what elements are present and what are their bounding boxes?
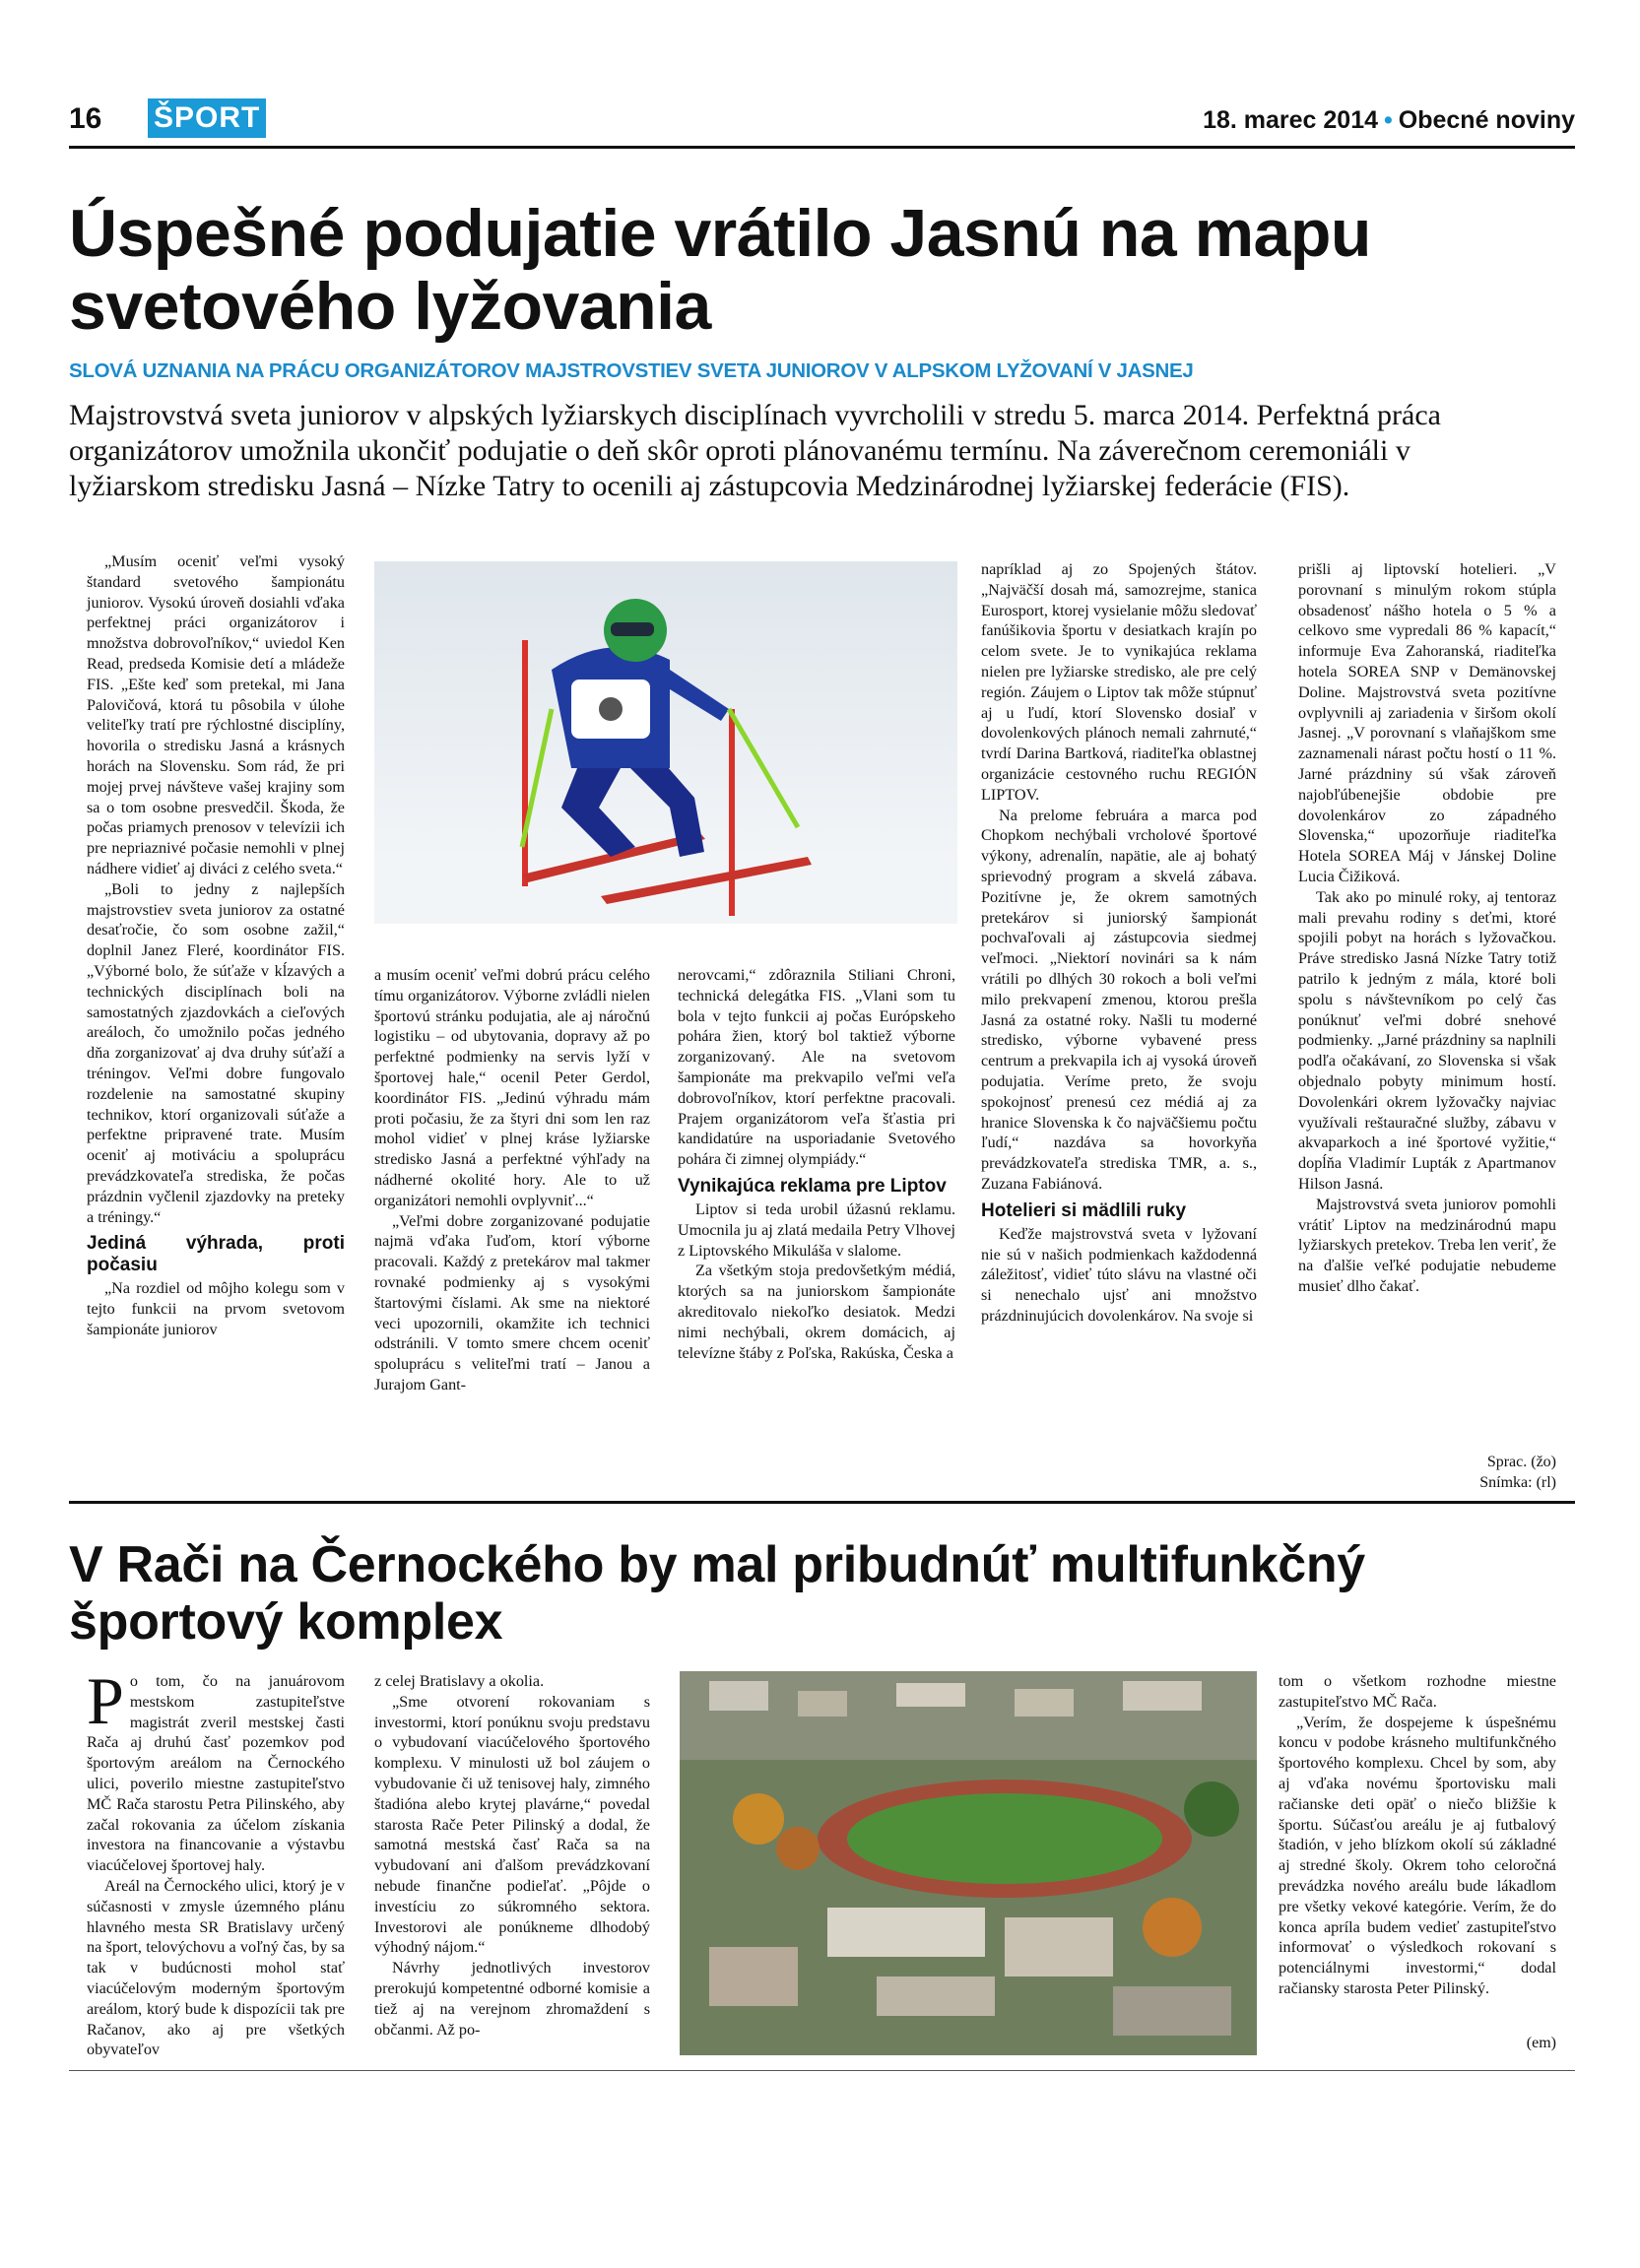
- page-number: 16: [69, 102, 102, 135]
- paragraph: „Veľmi dobre zorganizované podujatie najmä vďaka ľuďom, ktorí výborne pracovali. Každý z pretekárov mal takmer rovnaké podmienky aj s vysokými štartovými číslami. Ak sme na niektoré veci upozornili, okamžite ich technici odstránili. V tomto smere chcem oceniť spoluprácu s veliteľmi tratí – Janou a Jurajom Gant-: [374, 1211, 650, 1393]
- paragraph: Návrhy jednotlivých investorov prerokujú kompetentné odborné komisie a tiež aj na verejnom zhromaždení s občanmi. Až po-: [374, 1959, 650, 2039]
- paragraph: Liptov si teda urobil úžasnú reklamu. Umocnila ju aj zlatá medaila Petry Vlhovej z Liptovského Mikuláša v slalome.: [678, 1199, 955, 1260]
- paragraph: „Verím, že dospejeme k úspešnému koncu v podobe krásneho multifunkčného športového komplexu. Chcel by som, aby aj vďaka novému športovisku mali račianske deti opäť o niečo bližšie k športu. Súčasťou areálu je aj futbalový štadión, v jeho blízkom okolí sú základné aj stredné školy. Okrem toho celoročná prevádzka nového areálu bude lákadlom pre všetky vekové kategórie. Verím, že do konca apríla budem vedieť zastupiteľstvo informovať o výsledkoch rokovaní s potenciálnymi investormi,“ dodal račiansky starosta Peter Pilinský.: [1279, 1713, 1556, 1997]
- paragraph: [87, 1663, 345, 1876]
- paragraph: Tak ako po minulé roky, aj tentoraz mali prevahu rodiny s deťmi, ktoré spojili pobyt na horách s lyžovačkou. Práve stredisko Jasná Nízke Tatry totiž patrilo k jedným z mála, ktoré boli spolu s návštevníkom po celý čas ponúknuť veľmi dobré snehové podmienky. „Jarné prázdniny sa naplnili podľa očakávaní, zo Slovenska si však objednalo pobyty minimum hostí. Dovolenkári okrem lyžovačky najviac využívali reštauračné služby, zábavu v akvaparkoch a iné športové vyžitie,“ dopĺňa Vladimír Lupták z Apartmanov Hilson Jasná.: [1298, 887, 1556, 1193]
- article1-credits: [1298, 1452, 1556, 1493]
- header-rule: [69, 146, 1575, 149]
- article1-column-5: [1298, 559, 1556, 1446]
- paragraph: a musím oceniť veľmi dobrú prácu celého tímu organizátorov. Výborne zvládli nielen športovú stránku podujatia, ale aj náročnú logistiku – od ubytovania, dopravy až po perfektné podmienky na servis lyží v športovej hale,“ ocenil Peter Gerdol, koordinátor FIS. „Jedinú výhradu mám proti počasiu, že za štyri dni som len raz mohol vidieť v plnej kráse lyžiarske stredisko Jasná a perfektné výhľady na nádherné okolité hory. Ale to už organizátori nemohli ovplyvniť...“: [374, 966, 650, 1209]
- aerial-illustration: [680, 1671, 1257, 2055]
- photo-credit: Snímka: (rl): [1479, 1474, 1556, 1491]
- paragraph: Areál na Černockého ulici, ktorý je v súčasnosti v zmysle územného plánu hlavného mesta SR Bratislavy určený na šport, telovýchovu a voľný čas, by sa tak v budúcnosti mohol stať viacúčelovým moderným športovým areálom, ktorý bude k dispozícii tak pre Račanov, ako aj pre všetkých obyvateľov: [87, 1876, 345, 2059]
- paragraph: z celej Bratislavy a okolia.: [374, 1672, 545, 1690]
- paragraph: „Na rozdiel od môjho kolegu som v tejto funkcii na prvom svetovom šampionáte juniorov: [87, 1279, 345, 1338]
- article2-column-2: [374, 1671, 650, 2055]
- skier-illustration: [374, 561, 957, 924]
- subheading: Vynikajúca reklama pre Liptov: [678, 1175, 947, 1197]
- article2-column-3: [1279, 1671, 1556, 2026]
- paragraph: „Musím oceniť veľmi vysoký štandard svetového šampionátu juniorov. Vysokú úroveň dosiahli vďaka perfektnej práci organizátorov i množstva dobrovoľníkov,“ uviedol Ken Read, predseda Komisie detí a mládeže FIS. „Ešte keď som pretekal, mi Jana Palovičová, ktorá tu pôsobila v úlohe veliteľky tratí pre rýchlostné disciplíny, hovorila o stredisku Jasná a krásnych horách na Slovensku. Som rád, že pri mojej prvej návšteve vašej krajiny som sa o tom osobne presvedčil. Škoda, že počas priamych prenosov v televízii ich pre nepriaznivé počasie nemohli v plnej nádhere vidieť aj diváci z celého sveta.“: [87, 552, 345, 877]
- subheading: Hotelieri si mädlili ruky: [981, 1199, 1187, 1221]
- paragraph: Na prelome februára a marca pod Chopkom nechýbali vrcholové športové výkony, adrenalín, napätie, ale aj bohatý sprievodný program a skvelá zábava. Pozitívne je, že okrem samotných pretekárov si juniorský šampionát pochvaľovali aj zástupcovia siedmej veľmoci. „Niektorí novinári sa k nám vrátili po dlhých 30 rokoch a boli veľmi milo prekvapení zmenou, ktorou prešla Jasná za ostatné roky. Našli tu moderné stredisko, výborne vybavené press centrum a prekvapila ich aj vysoká úroveň podujatia. Veríme preto, že svoju spokojnosť prenesú cez médiá aj za hranice Slovenska k čo najväčšiemu počtu ľudí,“ nazdáva sa hovorkyňa prevádzkovateľa strediska TMR, a. s., Zuzana Fabiánová.: [981, 806, 1257, 1193]
- issue-line: [1203, 106, 1575, 135]
- drop-cap: P: [87, 1663, 124, 1738]
- article2-title: V Rači na Černockého by mal pribudnúť multifunkčný športový komplex: [69, 1536, 1365, 1651]
- article1-column-2: [374, 965, 650, 1448]
- aerial-photo: [680, 1671, 1257, 2055]
- author-credit: Sprac. (žo): [1486, 1454, 1556, 1470]
- article1-lede: Majstrovstvá sveta juniorov v alpských lyžiarskych disciplínach vyvrcholili v stredu 5. marca 2014. Perfektná práca organizátorov umožnila ukončiť podujatie o deň skôr oproti plánovanému termínu. Na záverečnom ceremoniáli v lyžiarskom stredisku Jasná – Nízke Tatry to ocenili aj zástupcovia Medzinárodnej lyžiarskej federácie (FIS).: [69, 399, 1441, 502]
- skier-photo: [374, 561, 957, 924]
- article2-credit: (em): [1526, 2035, 1556, 2051]
- section-divider: [69, 1501, 1575, 1504]
- paragraph: Za všetkým stoja predovšetkým médiá, ktorých sa na juniorskom šampionáte akreditovalo niekoľko desiatok. Medzi nimi nechýbali, okrem domácich, aj televízne štáby z Poľska, Rakúska, Česka a: [678, 1262, 955, 1362]
- article1-subtitle: SLOVÁ UZNANIA NA PRÁCU ORGANIZÁTOROV MAJSTROVSTIEV SVETA JUNIOROV V ALPSKOM LYŽOVANÍ V JASNEJ: [69, 359, 1194, 382]
- newspaper-name: Obecné noviny: [1398, 106, 1575, 134]
- article1-column-4: [981, 559, 1257, 1446]
- paragraph: napríklad aj zo Spojených štátov. „Najväčší dosah má, samozrejme, stanica Eurosport, ktorej vysielanie môžu sledovať fanúšikovia športu v desiatkach krajín po celom svete. Je to vynikajúca reklama nielen pre lyžiarske stredisko, ale pre celý región. Záujem o Liptov tak môže stúpnuť aj u ľudí, ktorí Slovensko dosiaľ v dovolenkových plánoch nemali zahrnuté,“ tvrdí Darina Bartková, riaditeľka oblastnej organizácie cestovného ruchu REGIÓN LIPTOV.: [981, 560, 1257, 804]
- paragraph: „Boli to jedny z najlepších majstrovstiev sveta juniorov za ostatné desaťročie, čo som osobne zažil,“ doplnil Janez Fleré, koordinátor FIS. „Výborné bolo, že súťaže v kĺzavých a technických disciplínach boli na samostatných zjazdovkách a cieľových areáloch, čo umožnilo počas jedného dňa zorganizovať aj dva druhy súťaží a tréningov. Veľmi dobre fungovalo rozdelenie na samostatné skupiny technikov, ktorí organizovali súťaže a perfektne pripravené trate. Musím oceniť aj motiváciu a spoluprácu prevádzkovateľa strediska, že počas prázdnin vyčlenil zjazdovky na preteky a tréningy.“: [87, 879, 345, 1226]
- separator-dot-icon: •: [1384, 106, 1393, 134]
- paragraph: nerovcami,“ zdôraznila Stiliani Chroni, technická delegátka FIS. „Vlani som tu bola v tejto funkcii aj počas Európskeho pohára žien, ktorý bol taktiež výborne zorganizovaný. Ale na svetovom šampionáte ma prekvapilo veľmi veľa dobrovoľníkov, ktorí perfektne pracovali. Prajem organizátorom veľa šťastia pri kandidatúre na usporiadanie Svetového pohára či zimnej olympiády.“: [678, 966, 955, 1169]
- footer-rule: [69, 2070, 1575, 2071]
- paragraph: tom o všetkom rozhodne miestne zastupiteľstvo MČ Rača.: [1279, 1672, 1556, 1711]
- paragraph: Majstrovstvá sveta juniorov pomohli vrátiť Liptov na medzinárodnú mapu lyžiarskych pretekov. Treba len veriť, že na ďalšie veľké podujatie nebudeme musieť dlho čakať.: [1298, 1195, 1556, 1295]
- subheading: Jediná výhrada, proti počasiu: [87, 1233, 345, 1276]
- paragraph: Keďže majstrovstvá sveta v lyžovaní nie sú v našich podmienkach každodenná záležitosť, vidieť túto slávu na vlastné oči si nenechalo ujsť ani množstvo prázdninujúcich dovolenkárov. Na svoje si: [981, 1224, 1257, 1325]
- paragraph: „Sme otvorení rokovaniam s investormi, ktorí ponúknu svoju predstavu o vybudovaní viacúčelového športového komplexu. V minulosti už bol záujem o vybudovanie či už tenisovej haly, zimného štadióna alebo krytej plavárne,“ povedal starosta Rače Peter Pilinský a dodal, že samotná mestská časť Rača sa na vybudovaní ani ďalšom prevádzkovaní nebude finančne podieľať. „Pôjde o investíciu zo súkromného sektora. Investorovi ale ponúkneme dlhodobý výhodný nájom.“: [374, 1692, 650, 1957]
- paragraph: prišli aj liptovskí hotelieri. „V porovnaní s minulým rokom stúpla obsadenosť nášho hotela o 5 % a celkovo sme vypredali 86 % kapacít,“ informuje Eva Zahoranská, riaditeľka hotela SOREA SNP v Demänovskej Doline. Majstrovstvá sveta pozitívne ovplyvnili aj zariadenia v širšom okolí Jasnej. „V porovnaní s vlaňajškom sme zaznamenali nárast počtu hostí o 11 %. Jarné prázdniny sú však zároveň najobľúbenejšie obdobie pre dovolenkárov zo západného Slovenska,“ upozorňuje riaditeľka Hotela SOREA Máj v Jánskej Doline Lucia Čižiková.: [1298, 560, 1556, 885]
- paragraph-text: o tom, čo na januárovom mestskom zastupiteľstve magistrát zveril mestskej časti Rača aj druhú časť pozemkov pod športovým areálom na Černockého ulici, poverilo miestne zastupiteľstvo MČ Rača starostu Petra Pilinského, aby začal rokovania za účelom získania investora na financovanie a výstavbu viacúčelovej športovej haly.: [87, 1672, 345, 1875]
- article1-column-3: [678, 965, 955, 1448]
- issue-date: 18. marec 2014: [1203, 106, 1379, 134]
- section-label: ŠPORT: [148, 98, 266, 138]
- article1-column-1: [87, 551, 345, 1443]
- article1-title: Úspešné podujatie vrátilo Jasnú na mapu svetového lyžovania: [69, 196, 1371, 344]
- article2-column-1: [87, 1663, 345, 2059]
